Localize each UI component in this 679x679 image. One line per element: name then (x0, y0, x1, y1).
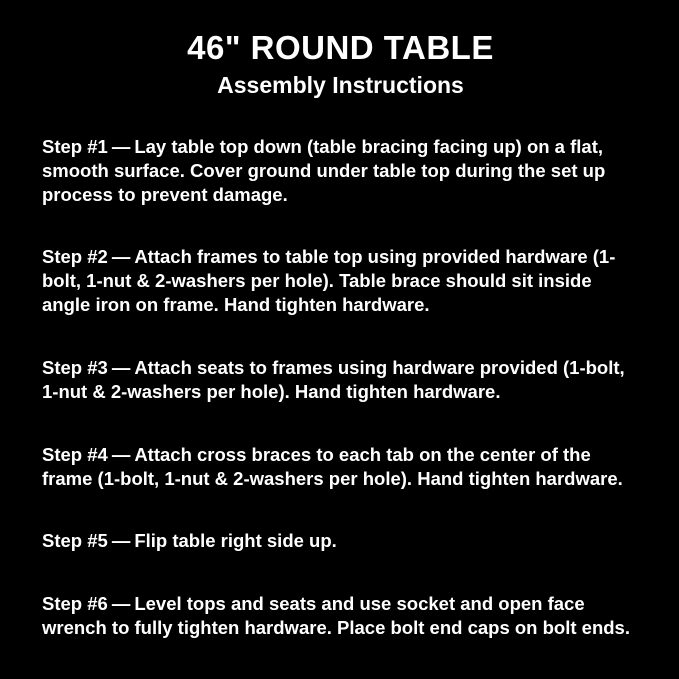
step-item (42, 245, 639, 317)
step-text: Flip table right side up. (134, 530, 337, 552)
step-dash: — (111, 246, 131, 268)
step-item (42, 592, 639, 640)
step-dash: — (111, 357, 131, 379)
step-label: Step #3 (42, 357, 108, 379)
step-label: Step #4 (42, 443, 108, 465)
document-header (42, 30, 639, 98)
step-text: Attach seats to frames using hardware provided (1-bolt, 1-nut & 2-washers per hole). Hand tighten hardware. (42, 357, 625, 403)
step-dash: — (111, 592, 131, 614)
step-text: Level tops and seats and use socket and open face wrench to fully tighten hardware. Place bolt end caps on bolt ends. (42, 592, 630, 638)
step-label: Step #1 (42, 135, 108, 157)
step-text: Attach frames to table top using provided hardware (1-bolt, 1-nut & 2-washers per hole). Table brace should sit inside angle iron on frame. Hand tighten hardware. (42, 246, 616, 316)
step-label: Step #5 (42, 530, 108, 552)
step-text: Attach cross braces to each tab on the center of the frame (1-bolt, 1-nut & 2-washers per hole). Hand tighten hardware. (42, 443, 623, 489)
page-subtitle: Assembly Instructions (217, 71, 464, 98)
step-text: Lay table top down (table bracing facing up) on a flat, smooth surface. Cover ground under table top during the set up process to prevent damage. (42, 135, 606, 205)
step-item (42, 529, 639, 553)
page-title: 46" ROUND TABLE (187, 29, 494, 66)
step-dash: — (111, 530, 131, 552)
step-item (42, 135, 639, 207)
step-dash: — (111, 443, 131, 465)
step-label: Step #6 (42, 592, 108, 614)
steps-list (42, 116, 639, 640)
step-item (42, 443, 639, 491)
step-dash: — (111, 135, 131, 157)
step-label: Step #2 (42, 246, 108, 268)
step-item (42, 356, 639, 404)
